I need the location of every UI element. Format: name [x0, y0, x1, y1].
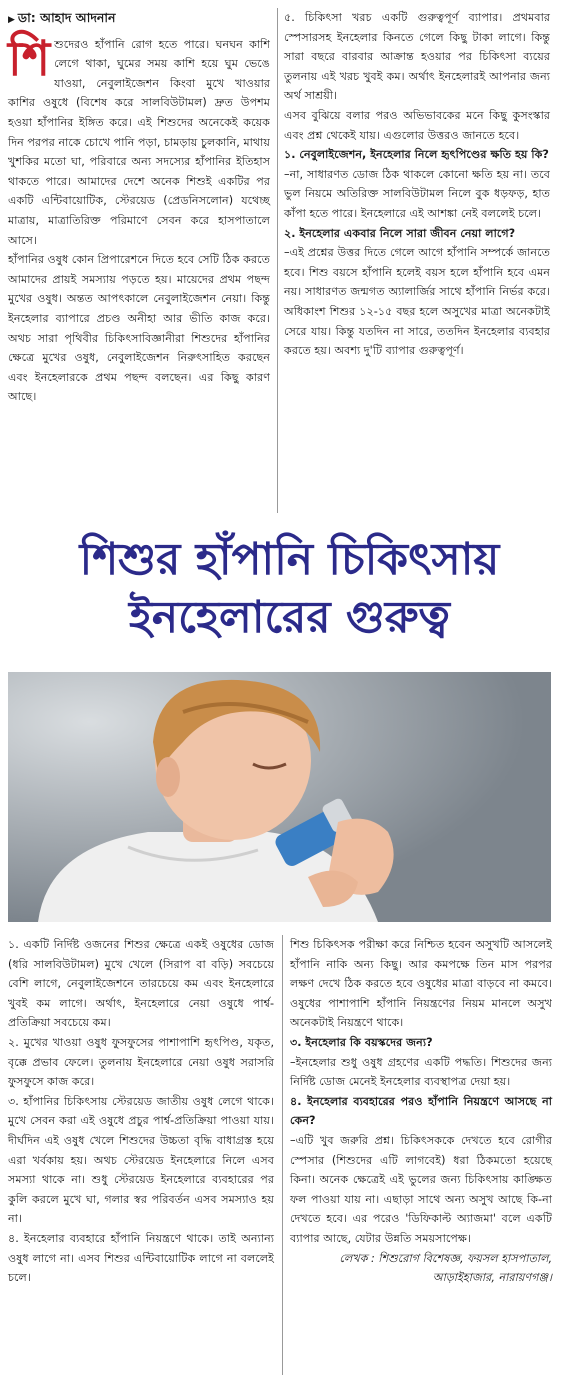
question: ১. নেবুলাইজেশন, ইনহেলার নিলে হৃৎপিণ্ডের ক্ষতি হয় কি? — [284, 148, 549, 162]
top-right-column — [284, 8, 550, 361]
paragraph: শিশু চিকিৎসক পরীক্ষা করে নিশ্চিত হবেন অসুখটি আসলেই হাঁপানি নাকি অন্য কিছু। আর কমপক্ষে তিন মাস পরপর লক্ষণ দেখে ঠিক করতে হবে ওষুধের মাত্রা বাড়বে না কমবে। ওষুধের পাশাপাশি হাঁপানি নিয়ন্ত্রণের নিয়ম মানলে অসুখ অনেকটাই নিয়ন্ত্রণে থাকে। — [290, 938, 552, 1030]
bottom-right-column — [290, 935, 552, 1288]
list-item: ৩. হাঁপানির চিকিৎসায় স্টেরয়েড জাতীয় ওষুধ লেগে থাকে। মুখে সেবন করা এই ওষুধে প্রচুর পার্শ্ব-প্রতিক্রিয়া পাওয়া যায়। দীর্ঘদিন এই ওষুধ খেলে শিশুদের উচ্চতা বৃদ্ধি বাধাগ্রস্ত হয়ে এরা খর্বকায় হয়। অথচ স্টেরয়েড ইনহেলারে নিলে এসব সমস্যা থাকে না। শুধু স্টেরয়েড ইনহেলারে ব্যবহারের পর কুলি করলে মুখে ঘা, গলার স্বর পরিবর্তন এসব সমস্যাও হয় না। — [8, 1094, 274, 1226]
child-with-inhaler-illustration — [8, 672, 551, 922]
dropcap: শি — [8, 30, 51, 87]
intro-column — [8, 8, 270, 407]
answer: –ইনহেলার শুধু ওষুধ গ্রহণের একটি পদ্ধতি। শিশুদের জন্য নির্দিষ্ট ডোজ মেনেই ইনহেলার ব্যবস্থাপত্র দেয়া হয়। — [290, 1055, 552, 1089]
column-divider — [277, 8, 278, 513]
article-photo — [8, 672, 551, 922]
question: ৪. ইনহেলার ব্যবহারের পরও হাঁপানি নিয়ন্ত্রণে আসছে না কেন? — [290, 1094, 552, 1128]
byline — [8, 8, 270, 31]
column-divider — [282, 935, 283, 1375]
paragraph: ৫. চিকিৎসা খরচ একটি গুরুত্বপূর্ণ ব্যাপার। প্রথমবার স্পেসারসহ ইনহেলার কিনতে গেলে কিছু টাকা লাগে। কিন্তু সারা বছরে বারবার আক্রান্ত হওয়ার পর চিকিৎসা ব্যয়ের তুলনায় এই খরচ খুবই কম। অর্থাৎ ইনহেলারই আপনার জন্য অর্থ সাশ্রয়ী। — [284, 11, 550, 103]
question: ২. ইনহেলার একবার নিলে সারা জীবন নেয়া লাগে? — [284, 226, 516, 240]
bottom-left-column — [8, 935, 274, 1288]
triangle-bullet-icon: ▶ — [8, 15, 15, 25]
question: ৩. ইনহেলার কি বয়স্কদের জন্য? — [290, 1035, 433, 1049]
paragraph: এসব বুঝিয়ে বলার পরও অভিভাবকের মনে কিছু কুসংস্কার এবং প্রশ্ন থেকেই যায়। এগুলোর উত্তরও জানতে হবে। — [284, 108, 550, 142]
list-item: ৪. ইনহেলার ব্যবহারে হাঁপানি নিয়ন্ত্রণে থাকে। তাই অন্যান্য ওষুধ লাগে না। এসব শিশুর এন্টিবায়োটিক লাগে না বললেই চলে। — [8, 1231, 274, 1285]
answer: –এই প্রশ্নের উত্তর দিতে গেলে আগে হাঁপানি সম্পর্কে জানতে হবে। শিশু বয়সে হাঁপানি হলেই বয়স হলে হাঁপানি হবে এমন নয়। সাধারণত জন্মগত অ্যালার্জির সাথে হাঁপানি নির্ভর করে। অধিকাংশ শিশুর ১২-১৫ বছর হলে অসুখের মাত্রা অনেকটাই সেরে যায়। কিন্তু যতদিন না সারে, ততদিন ইনহেলার ব্যবহার করতে হয়। অবশ্য দু'টি ব্যাপার গুরুত্বপূর্ণ। — [284, 246, 550, 358]
answer: –না, সাধারণত ডোজ ঠিক থাকলে কোনো ক্ষতি হয় না। তবে ভুল নিয়মে অতিরিক্ত সালবিউটামল নিলে বুক ধড়ফড়, হাত কাঁপা হতে পারে। ইনহেলারে এই আশঙ্কা নেই বললেই চলে। — [284, 167, 550, 220]
author-credit: লেখক : শিশুরোগ বিশেষজ্ঞ, ফয়সল হাসপাতাল, আড়াইহাজার, নারায়ণগঞ্জ। — [339, 1251, 552, 1285]
byline-text: ডা: আহাদ আদনান — [17, 10, 116, 25]
headline-line-1: শিশুর হাঁপানি চিকিৎসায় — [79, 534, 500, 585]
headline-line-2: ইনহেলারের গুরুত্ব — [129, 592, 450, 643]
list-item: ২. মুখের খাওয়া ওষুধ ফুসফুসের পাশাপাশি হৃৎপিণ্ড, যকৃত, বৃক্কে প্রভাব ফেলে। তুলনায় ইনহেলারে নেয়া ওষুধ সরাসরি ফুসফুসে কাজ করে। — [8, 1035, 274, 1089]
intro-paragraph: শুদেরও হাঁপানি রোগ হতে পারে। ঘনঘন কাশি লেগে থাকা, ঘুমের সময় কাশি হয়ে ঘুম ভেঙে যাওয়া, নেবুলাইজেশন কিংবা মুখে খাওয়ার কাশির ওষুধে (বিশেষ করে সালবিউটামল) দ্রুত উপশম হওয়া হাঁপানির ইঙ্গিত করে। এই শিশুদের অনেকেই কয়েক দিন পরপর নাকে চোখে পানি পড়া, চামড়ায় চুলকানি, মাথায় খুশকির মতো ঘা, পরিবারে অন্য সদস্যের হাঁপানির ইতিহাস থাকতে পারে। আমাদের দেশে অনেক শিশুই একটির পর একটি এন্টিবায়োটিক, স্টেরয়েড (প্রেডনিসলোন) যথেচ্ছ মাত্রায়, মাত্রাতিরিক্ত পরিমাণে সেবন করে হাসপাতালে আসে। — [8, 37, 270, 247]
list-item: ১. একটি নির্দিষ্ট ওজনের শিশুর ক্ষেত্রে একই ওষুধের ডোজ (ধরি সালবিউটামল) মুখে খেলে (সিরাপ বা বড়ি) সবচেয়ে বেশি লাগে, নেবুলাইজেশনে তারচেয়ে কম এবং ইনহেলারে খুবই কম লাগে। অর্থাৎ, ইনহেলারে নেয়া ওষুধে পার্শ্ব-প্রতিক্রিয়া সবচেয়ে কম। — [8, 938, 274, 1030]
answer: –এটি খুব জরুরি প্রশ্ন। চিকিৎসককে দেখতে হবে রোগীর স্পেসার (শিশুদের এটি লাগবেই) ধরা ঠিকমতো হয়েছে কিনা। অনেক ক্ষেত্রেই এই ভুলের জন্য চিকিৎসায় কাঙ্ক্ষিত ফল পাওয়া যায় না। এছাড়া সাথে অন্য অসুখ আছে কি-না দেখতে হবে। এর পরেও 'ডিফিকাল্ট অ্যাজমা' বলে একটি ব্যাপার আছে, যেটার উন্নতি সময়সাপেক্ষ। — [290, 1133, 552, 1245]
intro-paragraph: হাঁপানির ওষুধ কোন প্রিপারেশনে দিতে হবে সেটি ঠিক করতে আমাদের প্রায়ই সমস্যায় পড়তে হয়। মায়েদের প্রথম পছন্দ মুখের ওষুধ। অন্তত আপৎকালে নেবুলাইজেশন নেয়া। কিন্তু ইনহেলার ব্যাপারে প্রচণ্ড অনীহা আর ভীতি কাজ করে। অথচ সারা পৃথিবীর চিকিৎসাবিজ্ঞানীরা শিশুদের হাঁপানির ক্ষেত্রে মুখের ওষুধ, নেবুলাইজেশন নিরুৎসাহিত করছেন এবং ইনহেলারকে প্রথম পছন্দ বলছেন। এর কিছু কারণ আছে। — [8, 253, 270, 404]
